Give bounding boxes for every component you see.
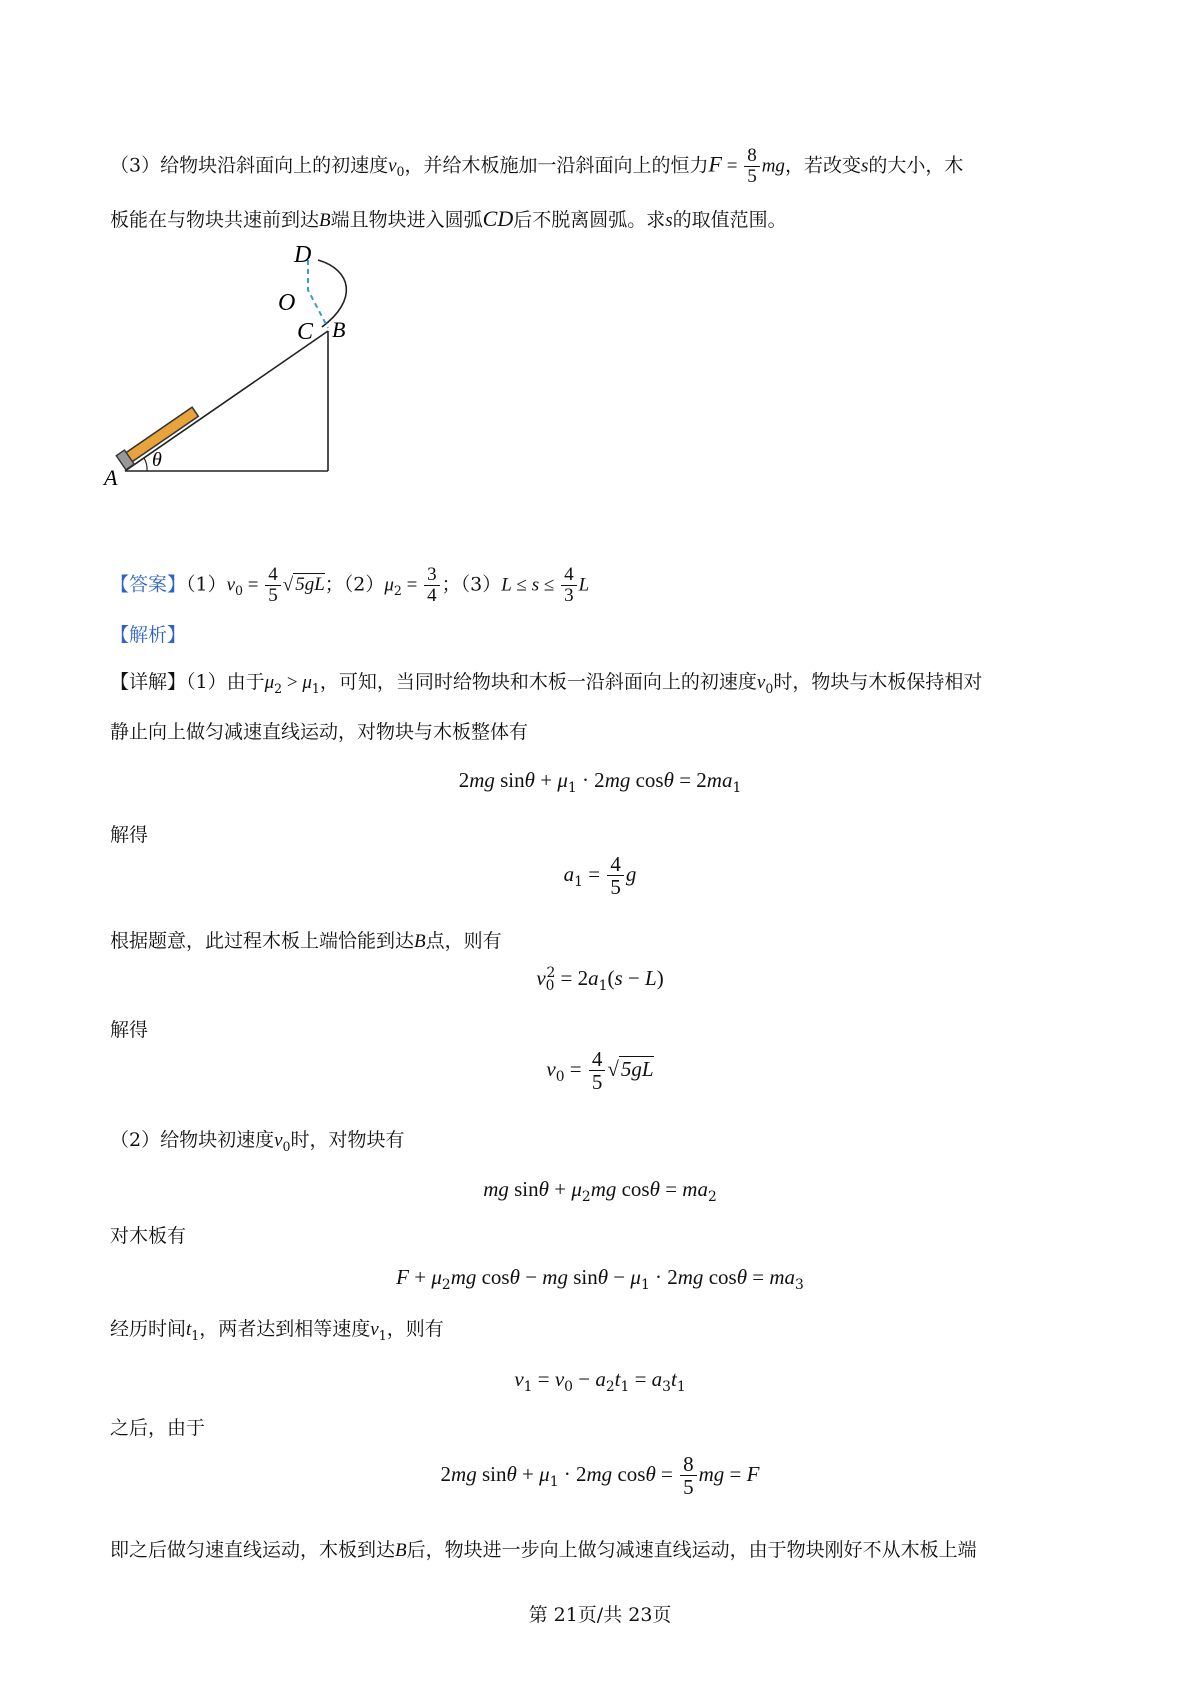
q3-text-4: 的大小，木 <box>868 154 964 177</box>
board-text: 对木板有 <box>110 1225 187 1247</box>
detail-text-1b: ，可知，当同时给物块和木板一沿斜面向上的初速度 <box>319 671 757 693</box>
analysis-heading <box>110 620 186 647</box>
equation-1: 2mg $\sin\theta + \mu_1 \cdot 2mg$ $\cos\theta = 2ma_1$ <box>458 768 742 797</box>
last-line: 即之后做匀速直线运动，木板到达B后，物块进一步向上做匀减速直线运动，由于物块刚好不从木板上端 <box>110 1539 977 1561</box>
q3-text-3: ，若改变 <box>784 154 861 177</box>
equation-2: $a_1$ = $\frac{4}{5}$ g <box>563 852 637 900</box>
time-text-c: ，则有 <box>386 1318 444 1340</box>
label-O: O <box>278 290 296 316</box>
answer-part-2: ；（2） <box>324 573 385 596</box>
time-text-a: 经历时间 <box>110 1318 187 1340</box>
q3-text-8: 的取值范围。 <box>672 209 787 231</box>
answer-tag: 【答案】 <box>110 573 187 596</box>
answer-part-1: （1） <box>186 573 227 596</box>
question-3-text: （3）给物块沿斜面向上的初速度$v_0$，并给木板施加一沿斜面向上的恒力F = $\frac{8}{5}$ mg，若改变s的大小，木 <box>110 145 964 187</box>
q3-text-2: ，并给木板施加一沿斜面向上的恒力 <box>404 154 709 177</box>
time-line: 经历时间$t_1$，两者达到相等速度$v_1$，则有 <box>110 1318 444 1343</box>
solve-text-2: 解得 <box>110 1019 149 1041</box>
detail-text-3a: 根据题意，此过程木板上端恰能到达 <box>110 930 415 952</box>
after-label <box>110 1413 205 1440</box>
time-text-b: ，两者达到相等速度 <box>199 1318 371 1340</box>
theta-arc <box>144 458 147 471</box>
q3-text-1: （3）给物块沿斜面向上的初速度 <box>110 154 389 177</box>
answer-line: 【答案】$(1)v_0$ = $\frac{4}{5}$ √ 5gL；$(2)\mu_2$ = $\frac{3}{4}$ ；（3）L ≤ s ≤ $\frac{4}{3}$ L <box>110 564 590 606</box>
label-D: D <box>294 242 312 268</box>
detail-text-1c: 时，物块与木板保持相对 <box>773 671 983 693</box>
solve-label-2 <box>110 1015 148 1042</box>
detail-text-p2a: （2）给物块初速度 <box>110 1129 275 1151</box>
label-C: C <box>297 319 314 345</box>
radius-dashed <box>308 260 328 328</box>
page-footer: 第 21页/共 23页 <box>528 1604 672 1626</box>
label-A: A <box>104 465 118 490</box>
equation-5: mg $\sin\theta + \mu_2mg$ $\cos\theta = ma_2$ <box>483 1177 717 1206</box>
detail-text-p2b: 时，对物块有 <box>290 1129 405 1151</box>
last-text-b: 后，物块进一步向上做匀减速直线运动，由于物块刚好不从木板上端 <box>406 1539 977 1561</box>
q3-text-5: 板能在与物块共速前到达 <box>110 209 320 231</box>
incline-figure <box>100 240 400 500</box>
answer-part-3: ；（3） <box>441 573 502 596</box>
equation-3: $v_0^2 = 2a_1(s - L)$ <box>536 965 664 995</box>
detail-part-2: （2）给物块初速度$v_0$时，对物块有 <box>110 1129 405 1154</box>
detail-text-1a: （1）由于 <box>186 671 265 693</box>
detail-line-2 <box>110 717 528 744</box>
detail-text-2: 静止向上做匀减速直线运动，对物块与木板整体有 <box>110 721 529 743</box>
equation-7: $v_1 = v_0 - a_2t_1 = a_3t_1$ <box>514 1367 686 1396</box>
label-B: B <box>332 317 346 342</box>
equation-4: $v_0$ = $\frac{4}{5}$ √5gL <box>546 1047 654 1095</box>
analysis-tag: 【解析】 <box>110 624 187 646</box>
detail-tag: 【详解】 <box>110 671 187 693</box>
board-label <box>110 1221 186 1248</box>
detail-line-1: 【详解】（1）由于$\mu_2 > \mu_1$，可知，当同时给物块和木板一沿斜面向上的初速度$v_0$时，物块与木板保持相对 <box>110 671 983 696</box>
solve-label-1 <box>110 820 148 847</box>
q3-text-7: 后不脱离圆弧。求 <box>513 209 666 231</box>
q3-text-6: 端且物块进入圆弧 <box>330 209 483 231</box>
equation-6: $F + \mu_2mg$ cosθ − mg $\sin\theta - \mu_1 \cdot 2mg$ $\cos\theta = ma_3$ <box>396 1265 804 1294</box>
equation-8: 2mg $\sin\theta + \mu_1 \cdot 2mg$ cosθ = $\frac{8}{5}$ mg = F <box>440 1452 760 1500</box>
after-text: 之后，由于 <box>110 1417 206 1439</box>
detail-text-3b: 点，则有 <box>425 930 502 952</box>
detail-line-3: 根据题意，此过程木板上端恰能到达B点，则有 <box>110 930 502 952</box>
label-theta: θ <box>152 449 162 471</box>
question-3-text-line2: 板能在与物块共速前到达B端且物块进入圆弧CD后不脱离圆弧。求s的取值范围。 <box>110 206 787 231</box>
last-text-a: 即之后做匀速直线运动，木板到达 <box>110 1539 396 1561</box>
solve-text-1: 解得 <box>110 824 149 846</box>
